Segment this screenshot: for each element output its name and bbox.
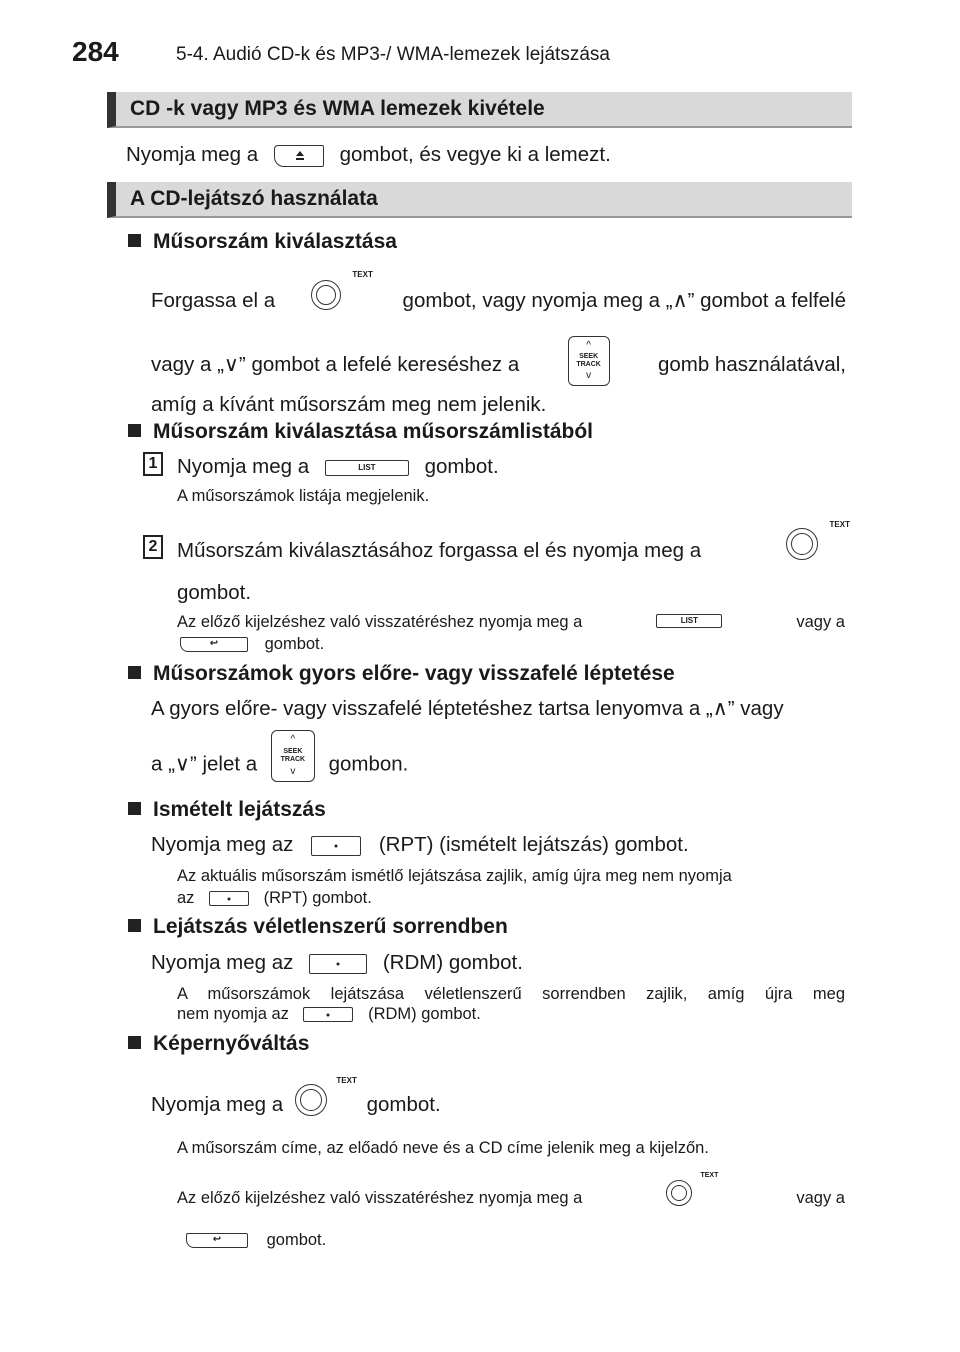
heading-track-list: Műsorszám kiválasztása műsorszámlistából	[128, 420, 593, 444]
random-note-2: nem nyomja az (RDM) gombot.	[177, 1005, 481, 1023]
bullet-square-icon	[128, 234, 141, 247]
seek-track-button-icon: ^ SEEK TRACK v	[271, 730, 315, 782]
bullet-square-icon	[128, 802, 141, 815]
display-note-2: Az előző kijelzéshez való visszatéréshez nyomja meg a TEXT vagy a	[177, 1172, 845, 1207]
fast-line-2: a „∨” jelet a ^ SEEK TRACK v gombon.	[151, 748, 408, 782]
track-list-step-2-cont: gombot.	[177, 581, 252, 604]
repeat-line: Nyomja meg az (RPT) (ismételt lejátszás) gombot.	[151, 833, 689, 856]
random-line: Nyomja meg az (RDM) gombot.	[151, 951, 523, 974]
list-button-icon: LIST	[656, 614, 722, 628]
bullet-square-icon	[128, 919, 141, 932]
track-select-text: gombot, vagy nyomja meg a „∧” gombot a felfelé	[402, 289, 846, 312]
bullet-square-icon	[128, 1036, 141, 1049]
random-note-1: A műsorszámok lejátszása véletlenszerű sorrendben zajlik, amíg újra meg	[177, 985, 845, 1003]
track-list-step-2: Műsorszám kiválasztásához forgassa el és nyomja meg a TEXT	[177, 520, 850, 562]
display-line: Nyomja meg a TEXT gombot.	[151, 1075, 441, 1116]
step-number-1: 1	[143, 452, 163, 476]
track-select-line-3: amíg a kívánt műsorszám meg nem jelenik.	[151, 393, 547, 416]
heading-repeat: Ismételt lejátszás	[128, 798, 326, 822]
page-number: 284	[72, 36, 119, 67]
track-select-text: gomb használatával,	[657, 353, 846, 376]
chapter-title: 5-4. Audió CD-k és MP3-/ WMA-lemezek lejátszása	[176, 44, 610, 65]
track-select-text: vagy a „∨” gombot a lefelé kereséshez a	[151, 353, 520, 376]
track-select-line-2	[151, 340, 846, 386]
bullet-square-icon	[128, 666, 141, 679]
section-title-eject: CD -k vagy MP3 és WMA lemezek kivétele	[107, 92, 852, 128]
repeat-note-2: az (RPT) gombot.	[177, 889, 372, 907]
fast-line-1: A gyors előre- vagy visszafelé léptetéshez tartsa lenyomva a „∧” vagy	[151, 697, 784, 720]
bullet-square-icon	[128, 424, 141, 437]
step-number-2: 2	[143, 535, 163, 559]
repeat-note-1: Az aktuális műsorszám ismétlő lejátszása zajlik, amíg újra meg nem nyomja	[177, 867, 732, 885]
rpt-button-icon	[311, 836, 361, 856]
rdm-button-icon	[309, 954, 367, 974]
eject-instruction	[126, 142, 611, 168]
rpt-button-icon	[209, 891, 249, 906]
seek-track-button-icon: ^ SEEK TRACK v	[568, 336, 610, 386]
track-list-step-2-note: Az előző kijelzéshez való visszatéréshez nyomja meg a LIST vagy a	[177, 613, 845, 631]
back-button-icon: ↩	[186, 1233, 248, 1248]
eject-button-icon	[274, 145, 324, 167]
text-knob-icon: TEXT	[666, 1176, 712, 1206]
track-list-step-2-note-cont: ↩ gombot.	[180, 634, 324, 655]
rdm-button-icon	[303, 1007, 353, 1022]
display-note-1: A műsorszám címe, az előadó neve és a CD címe jelenik meg a kijelzőn.	[177, 1139, 709, 1157]
track-select-text: Forgassa el a	[151, 289, 276, 312]
text-knob-icon: TEXT	[786, 524, 844, 560]
track-list-step-1: Nyomja meg a LIST gombot.	[177, 455, 499, 478]
heading-random: Lejátszás véletlenszerű sorrendben	[128, 915, 508, 939]
heading-fast-seek: Műsorszámok gyors előre- vagy visszafelé léptetése	[128, 662, 675, 686]
text-knob-icon: TEXT	[295, 1080, 351, 1116]
heading-display: Képernyőváltás	[128, 1032, 309, 1056]
section-title-cd-player: A CD-lejátszó használata	[107, 182, 852, 218]
back-button-icon: ↩	[180, 637, 248, 652]
track-select-line-1	[151, 270, 846, 314]
eject-text-after: gombot, és vegye ki a lemezt.	[339, 143, 611, 166]
text-knob-icon: TEXT	[311, 274, 367, 310]
eject-text-before: Nyomja meg a	[126, 143, 259, 166]
display-note-3: ↩ gombot.	[186, 1230, 326, 1251]
track-list-step-1-note: A műsorszámok listája megjelenik.	[177, 487, 430, 505]
heading-track-select: Műsorszám kiválasztása	[128, 230, 397, 254]
list-button-icon: LIST	[325, 460, 409, 476]
